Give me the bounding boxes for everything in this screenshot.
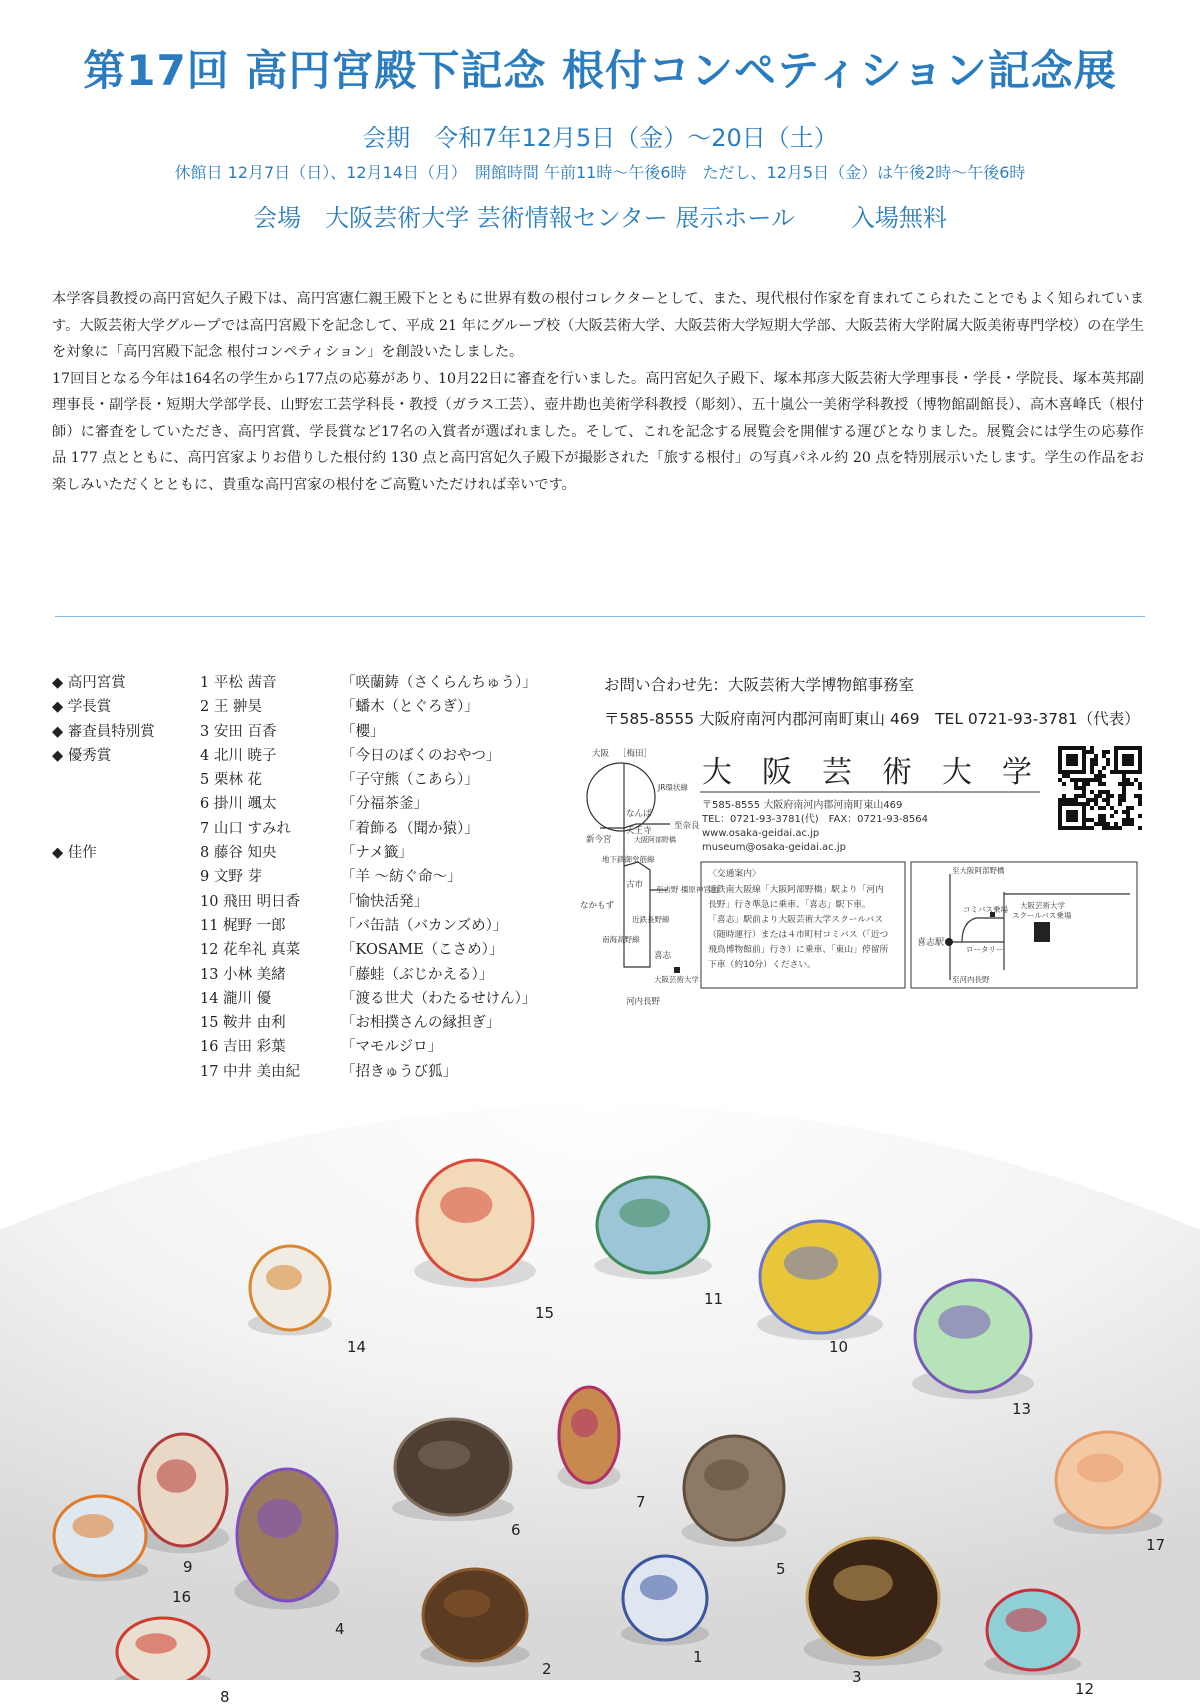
photo-number-label: 6 (511, 1521, 521, 1539)
award-row (52, 1035, 592, 1059)
local-label-schoolbus-2: スクールバス乗場 (1012, 911, 1072, 920)
intro-paragraph: 本学客員教授の高円宮妃久子殿下は、高円宮憲仁親王殿下とともに世界有数の根付コレクターとして、また、現代根付作家を育まれてこられたことでもよく知られています。大阪芸術大学グループでは高円宮殿下を記念して、平成 21 年にグループ校（大阪芸術大学、大阪芸術大学短期大学部、大阪芸術大学附属大阪美術専門学校）の在学生を対象に「高円宮殿下記念 根付コンペティション」を創設いたしました。 (52, 291, 1144, 360)
award-work-title: 「KOSAME（こさめ）」 (341, 942, 504, 959)
award-row (52, 720, 592, 744)
award-row (52, 938, 592, 962)
photo-number-label: 12 (1075, 1680, 1095, 1698)
award-work-title: 「藤蛙（ぶじかえる）」 (341, 966, 494, 983)
address-line: 〒585-8555 大阪府南河内郡河南町東山 469 TEL 0721-93-3781（代表） (604, 710, 1140, 728)
award-category: ◆ 審査員特別賞 (52, 723, 155, 740)
award-work-title: 「招きゅうび狐」 (341, 1063, 457, 1080)
award-entrant: 10 飛田 明日香 (200, 893, 301, 910)
map-label-chikatetsu: 地下鉄御堂筋線 (602, 855, 655, 864)
map-label-tennoji: 天王寺 (626, 826, 652, 836)
photo-number-label: 1 (693, 1648, 703, 1666)
award-row (52, 792, 592, 816)
award-work-title: 「羊 ～紡ぐ命～」 (341, 869, 462, 886)
university-name: 大 阪 芸 術 大 学 (702, 755, 1032, 790)
local-label-schoolbus-1: 大阪芸術大学 (1020, 901, 1065, 910)
local-label-rotary: ロータリー (966, 945, 1004, 954)
award-work-title: 「渡る世犬（わたるせけん）」 (341, 990, 537, 1007)
award-entrant: 14 瀧川 優 (200, 990, 272, 1007)
map-label-kawachinagano: 河内長野 (626, 997, 661, 1007)
intro-paragraph: 17回目となる今年は164名の学生から177点の応募があり、10月22日に審査を行いました。高円宮妃久子殿下、塚本邦彦大阪芸術大学理事長・学長・学院長、塚本英邦副理事長・副学長・短期大学部学長、山野宏工芸学科長・教授（ガラス工芸）、壺井勘也美術学科教授（彫刻）、五十嵐公一美術学科教授（博物館副館長）、高木喜峰氏（根付師）に審査をしていただき、高円宮賞、学長賞など17名の入賞者が選ばれました。そして、これを記念する展覧会を開催する運びとなりました。展覧会には学生の応募作品 177 点とともに、高円宮家よりお借りした根付約 130 点と高円宮妃久子殿下が撮影された「旅する根付」の写真パネル約 20 点を特別展示いたします。学生の作品をお楽しみいただくとともに、貴重な高円宮家の根付をご高覧いただければ幸いです。 (52, 370, 1144, 493)
award-work-title: 「蟠木（とぐろぎ）」 (341, 699, 479, 716)
map-label-umeda: ［梅田］ (618, 749, 653, 759)
local-label-comibus: コミバス乗場 (963, 905, 1008, 914)
award-row (52, 671, 592, 695)
map-label-kishi: 喜志 (654, 951, 672, 961)
photo-number-label: 9 (183, 1558, 193, 1576)
map-label-nakamozu: なかもず (580, 901, 615, 911)
map-label-univ: 大阪芸術大学 (654, 975, 699, 984)
award-row (52, 865, 592, 889)
inquiry-line: お問い合わせ先：大阪芸術大学博物館事務室 (604, 676, 915, 694)
map-label-osaka: 大阪 (592, 749, 610, 759)
award-row (52, 768, 592, 792)
award-entrant: 8 藤谷 知央 (200, 845, 277, 862)
map-label-shinimamiya: 新今宮 (586, 835, 612, 845)
award-entrant: 7 山口 すみれ (200, 820, 291, 837)
award-work-title: 「子守熊（こあら）」 (341, 772, 479, 789)
award-category: ◆ 高円宮賞 (52, 675, 126, 691)
award-work-title: 「お相撲さんの縁担ぎ」 (341, 1015, 501, 1032)
award-work-title: 「咲蘭鋳（さくらんちゅう）」 (341, 675, 537, 691)
map-label-kintetsu: 近鉄長野線 (632, 915, 670, 924)
award-row (52, 987, 592, 1011)
award-entrant: 17 中井 美由紀 (200, 1063, 301, 1080)
qr-code (1058, 746, 1142, 830)
access-line: （随時運行）または４市町村コミバス（「近つ (708, 930, 889, 940)
map-label-nankai: 南海高野線 (602, 935, 640, 944)
section-divider (55, 616, 1145, 617)
map-label-furuichi: 古市 (626, 880, 644, 890)
award-entrant: 13 小林 美緒 (200, 966, 286, 983)
award-entrant: 1 平松 茜音 (200, 675, 277, 691)
award-list (52, 671, 592, 1084)
photo-number-label: 8 (220, 1688, 230, 1706)
award-entrant: 9 文野 芽 (200, 869, 262, 886)
exhibition-period: 会期 令和7年12月5日（金）～20日（土） (362, 124, 838, 152)
award-category: ◆ 学長賞 (52, 699, 112, 716)
award-work-title: 「ナメ籤」 (341, 845, 413, 862)
award-row (52, 963, 592, 987)
contact-info (604, 673, 1164, 741)
photo-number-label: 11 (704, 1290, 724, 1308)
access-line: 「喜志」駅前より大阪芸術大学スクールバス (708, 915, 884, 925)
photo-number-label: 10 (829, 1338, 849, 1356)
map-label-nara: 至奈良 (674, 821, 700, 831)
photo-number-label: 13 (1012, 1400, 1032, 1418)
photo-number-label: 17 (1146, 1536, 1166, 1554)
venue-name: 会場 大阪芸術大学 芸術情報センター 展示ホール (253, 204, 795, 232)
map-label-namba: なんば (626, 809, 652, 819)
map-label-jr: JR環状線 (658, 783, 688, 792)
photo-number-label: 3 (852, 1668, 862, 1686)
access-map-svg (580, 742, 1155, 1022)
award-work-title: 「マモルジロ」 (341, 1039, 443, 1056)
admission-free: 入場無料 (850, 204, 947, 232)
local-label-abeno: 至大阪阿部野橋 (952, 866, 1005, 875)
award-work-title: 「愉快活発」 (341, 893, 428, 910)
award-row (52, 841, 592, 865)
award-entrant: 2 王 翀昊 (200, 699, 262, 716)
map-info-line: TEL：0721-93-3781(代) FAX：0721-93-8564 (702, 814, 929, 825)
access-line: 〈交通案内〉 (708, 869, 761, 879)
award-entrant: 15 鞍井 由利 (200, 1015, 286, 1032)
access-line: 近鉄南大阪線「大阪阿部野橋」駅より「河内 (708, 885, 884, 895)
award-entrant: 6 掛川 颯太 (200, 796, 277, 813)
map-info-line: www.osaka-geidai.ac.jp (702, 828, 820, 839)
award-row (52, 817, 592, 841)
local-label-kawachinagano: 至河内長野 (952, 975, 990, 984)
map-label-kashihara: 至吉野 橿原神宮前 (656, 885, 719, 894)
opening-hours: 休館日 12月7日（日）、12月14日（月） 開館時間 午前11時～午後6時 ただし、12月5日（金）は午後2時～午後6時 (174, 163, 1026, 182)
award-work-title: 「今日のぼくのおやつ」 (341, 747, 501, 764)
award-category: ◆ 優秀賞 (52, 747, 112, 764)
award-row (52, 890, 592, 914)
photo-number-label: 14 (347, 1338, 367, 1356)
access-line: 下車（約10分）ください。 (708, 960, 816, 970)
award-category: ◆ 佳作 (52, 845, 97, 862)
local-label-kishi: 喜志駅 (917, 938, 945, 948)
map-info-line: 〒585-8555 大阪府南河内郡河南町東山469 (702, 800, 903, 811)
award-work-title: 「着飾る（聞か猿）」 (341, 820, 479, 837)
award-work-title: 「分福茶釜」 (341, 796, 428, 813)
award-entrant: 12 花牟礼 真菜 (200, 942, 301, 959)
local-map-frame (911, 862, 1137, 988)
photo-number-label: 16 (172, 1588, 192, 1606)
award-row (52, 695, 592, 719)
venue-line (0, 198, 1200, 233)
photo-number-label: 15 (535, 1304, 555, 1322)
award-entrant: 4 北川 暁子 (200, 747, 277, 764)
access-line: 飛鳥博物館前」行き）に乗車、「東山」停留所 (708, 945, 889, 955)
award-row (52, 744, 592, 768)
photo-number-label: 7 (636, 1493, 646, 1511)
photo-number-label: 4 (335, 1620, 345, 1638)
award-entrant: 16 吉田 彩葉 (200, 1039, 286, 1056)
award-entrant: 11 梶野 一郎 (200, 917, 286, 934)
exhibition-title: 第17回 高円宮殿下記念 根付コンペティション記念展 (83, 46, 1117, 95)
netsuke-photo (0, 1100, 1200, 1706)
award-work-title: 「バ缶詰（バカンズめ）」 (341, 917, 508, 934)
award-entrant: 5 栗林 花 (200, 772, 262, 789)
award-row (52, 1060, 592, 1084)
award-work-title: 「櫻」 (341, 723, 385, 740)
intro-text (52, 286, 1144, 498)
university-marker (674, 967, 680, 973)
award-entrant: 3 安田 百香 (200, 723, 277, 740)
access-map (580, 742, 1155, 1022)
award-row (52, 1011, 592, 1035)
award-row (52, 914, 592, 938)
photo-number-label: 5 (776, 1560, 786, 1578)
map-label-abeno: 大阪阿部野橋 (634, 836, 676, 844)
access-line: 長野」行き準急に乗車、「喜志」駅下車。 (708, 900, 871, 910)
map-info-line: museum@osaka-geidai.ac.jp (702, 842, 846, 853)
photo-number-label: 2 (542, 1660, 552, 1678)
